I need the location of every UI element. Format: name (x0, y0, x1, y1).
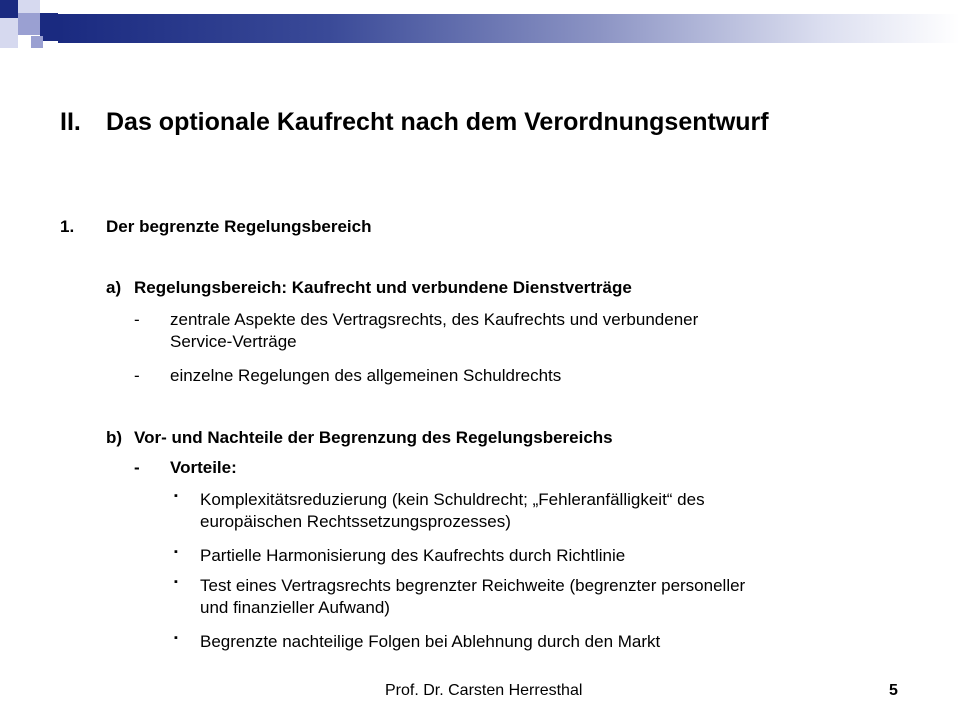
section-title: Der begrenzte Regelungsbereich (106, 217, 372, 236)
header-square-lavender-mid (18, 13, 40, 35)
list-item-marker: - (134, 366, 140, 385)
slide-title-number: II. (60, 108, 81, 136)
bullet-square-icon: ▪ (174, 490, 178, 502)
subsection-a-marker: a) (106, 278, 122, 297)
list-item: Partielle Harmonisierung des Kaufrechts durch Richtlinie (200, 546, 626, 565)
bullet-square-icon: ▪ (174, 576, 178, 588)
list-item: zentrale Aspekte des Vertragsrechts, des Kaufrechts und verbundener (170, 310, 699, 329)
list-item-continuation: und finanzieller Aufwand) (200, 598, 390, 617)
list-item: Begrenzte nachteilige Folgen bei Ablehnung durch den Markt (200, 632, 661, 651)
list-item: Test eines Vertragsrechts begrenzter Reichweite (begrenzter personeller (200, 576, 746, 595)
list-item-continuation: Service-Verträge (170, 332, 297, 351)
list-item: Komplexitätsreduzierung (kein Schuldrecht; „Fehleranfälligkeit“ des (200, 490, 705, 509)
vorteile-label: Vorteile: (170, 458, 237, 477)
header-gradient-bar (58, 14, 960, 43)
subsection-a-title: Regelungsbereich: Kaufrecht und verbundene Dienstverträge (134, 278, 632, 297)
subsection-b-title: Vor- und Nachteile der Begrenzung des Regelungsbereichs (134, 428, 613, 447)
list-item: einzelne Regelungen des allgemeinen Schuldrechts (170, 366, 562, 385)
bullet-square-icon: ▪ (174, 546, 178, 558)
section-number: 1. (60, 217, 75, 236)
slide-title: Das optionale Kaufrecht nach dem Verordnungsentwurf (106, 108, 769, 136)
header-square-lavender-small (31, 36, 43, 48)
page-number: 5 (889, 682, 898, 699)
bullet-square-icon: ▪ (174, 632, 178, 644)
vorteile-marker: - (134, 458, 140, 477)
subsection-b-marker: b) (106, 428, 123, 447)
list-item-marker: - (134, 310, 140, 329)
header-square-navy-top-left (0, 0, 18, 18)
footer-author: Prof. Dr. Carsten Herresthal (385, 682, 583, 699)
header-square-pale-left (0, 18, 18, 48)
header-square-pale-top (18, 0, 40, 13)
list-item-continuation: europäischen Rechtssetzungsprozesses) (200, 512, 511, 531)
